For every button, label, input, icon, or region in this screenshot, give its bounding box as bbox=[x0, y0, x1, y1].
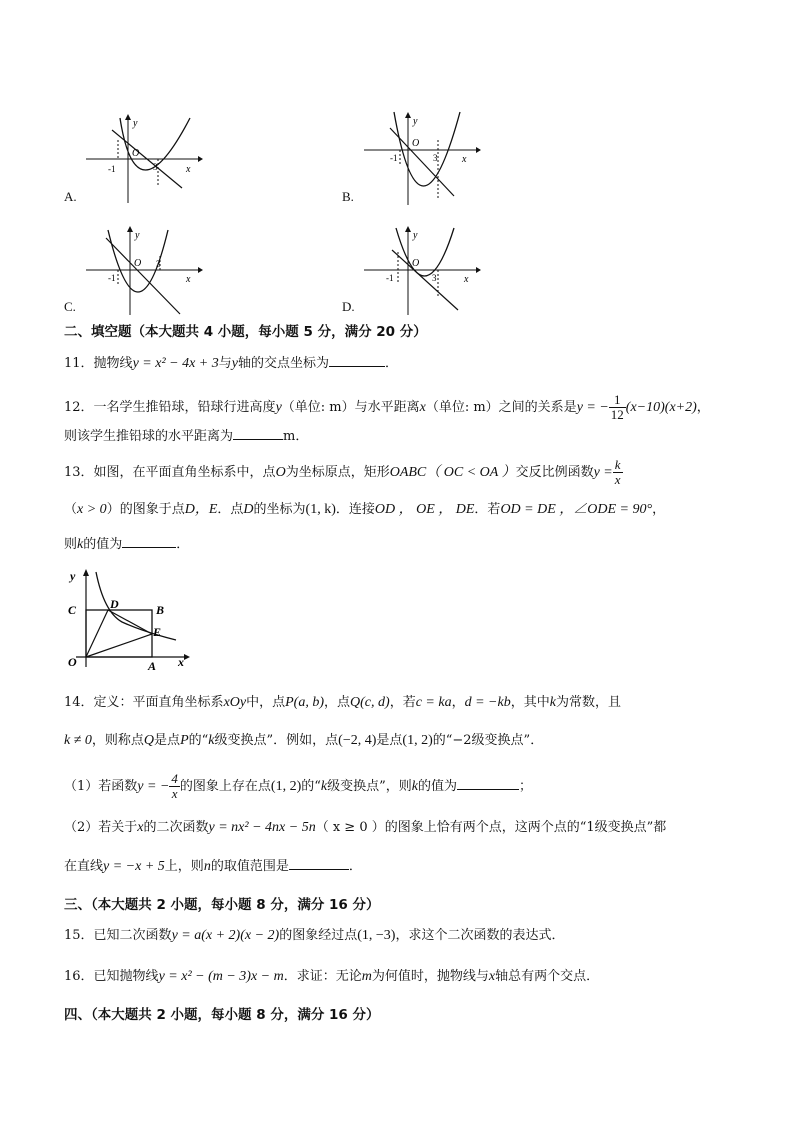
q14-s2c: （ x ≥ 0 ）的图象上恰有两个点，这两个点的“1级变换点”都 bbox=[315, 820, 667, 835]
q16-m: m bbox=[361, 969, 372, 984]
question-12-line-2 bbox=[64, 427, 308, 447]
q14-k1: k bbox=[549, 695, 556, 710]
q13-frac-denominator: x bbox=[614, 472, 621, 487]
graph-b-3-label: 3 bbox=[433, 153, 438, 163]
q14-l2b: ，则称点 bbox=[91, 733, 144, 748]
q11-var-y: y bbox=[231, 356, 238, 371]
q14-l2g: 的“−2级变换点”． bbox=[432, 733, 544, 748]
q13-var-o: O bbox=[275, 465, 286, 480]
q14-s2x: x bbox=[137, 820, 144, 835]
graph-d-o-label: O bbox=[412, 258, 420, 269]
q13-line2-c: ．点 bbox=[217, 502, 244, 517]
q13-line1c: 交反比例函数 bbox=[515, 465, 594, 480]
q14-l1c: ，点 bbox=[324, 695, 351, 710]
question-12-line-1 bbox=[64, 393, 710, 422]
q15-a: 已知二次函数 bbox=[93, 928, 172, 943]
graph-option-b bbox=[362, 110, 482, 206]
graph-c-o-label: O bbox=[134, 258, 142, 269]
question-16 bbox=[64, 967, 599, 987]
q12-expr-rhs: (x−10)(x+2) bbox=[625, 400, 697, 415]
q13-cond: （ OC < OA ） bbox=[426, 465, 516, 480]
q13-line2-cond: x > 0 bbox=[77, 502, 107, 517]
q11-answer-blank bbox=[329, 354, 385, 367]
q14-s1b: 的图象上存在点 bbox=[179, 779, 271, 794]
q14-s3-line: y = −x + 5 bbox=[103, 859, 165, 874]
q15-function: y = a(x + 2)(x − 2) bbox=[171, 928, 280, 943]
q12-frac-denominator: 12 bbox=[610, 407, 624, 422]
q13-points: D，E bbox=[184, 502, 218, 517]
q14-point-q: Q(c, d) bbox=[350, 695, 390, 710]
q13-rect: OABC bbox=[389, 465, 427, 480]
question-13-line-1 bbox=[64, 458, 623, 487]
q14-s1f: ； bbox=[519, 779, 533, 794]
graph-d-y-label: y bbox=[413, 230, 418, 241]
question-14-part-1 bbox=[64, 772, 532, 801]
graph-option-c bbox=[84, 224, 204, 316]
q14-l2k: k bbox=[208, 733, 215, 748]
question-14-part-2 bbox=[64, 818, 666, 838]
graph-c-3-label: 3 bbox=[156, 259, 161, 269]
q13-line3-pre: 则 bbox=[64, 537, 78, 552]
question-14-line-1 bbox=[64, 693, 621, 713]
fig13-c-label: C bbox=[68, 603, 77, 617]
q14-s3d: ． bbox=[348, 859, 362, 874]
q14-s1-fraction bbox=[169, 772, 180, 801]
q12-line1-pre: 一名学生推铅球，铅球行进高度 bbox=[93, 400, 276, 415]
fig13-a-label: A bbox=[148, 659, 157, 672]
q16-a: 已知抛物线 bbox=[93, 969, 159, 984]
q14-s3c: 的取值范围是 bbox=[210, 859, 289, 874]
q11-text-post2: 轴的交点坐标为 bbox=[237, 356, 329, 371]
q14-s1-denominator: x bbox=[171, 786, 178, 801]
graph-b-x-label: x bbox=[462, 154, 467, 165]
q14-s2-function: y = nx² − 4nx − 5n bbox=[208, 820, 316, 835]
q14-l1b: 中，点 bbox=[246, 695, 286, 710]
q13-fraction bbox=[613, 458, 623, 487]
q12-unit2: （单位: m）之间的关系是 bbox=[425, 400, 577, 415]
q14-l2e: 级变换点”．例如，点 bbox=[214, 733, 339, 748]
q13-pt-d: D bbox=[243, 502, 254, 517]
q14-l2f: 是点 bbox=[376, 733, 403, 748]
question-14-part-2-line-2 bbox=[64, 857, 362, 877]
q15-number: 15． bbox=[64, 928, 94, 943]
question-13-line-2 bbox=[64, 500, 665, 520]
graph-d-x-label: x bbox=[464, 274, 469, 285]
q13-line2-f: ．若 bbox=[474, 502, 501, 517]
q14-l1f: ，其中 bbox=[510, 695, 550, 710]
graph-a-o-label: O bbox=[132, 148, 140, 159]
question-15 bbox=[64, 926, 564, 946]
graph-a-x-label: x bbox=[186, 164, 191, 175]
graph-option-a bbox=[84, 112, 204, 204]
q16-function: y = x² − (m − 3)x − m bbox=[158, 969, 284, 984]
q15-c: ，求这个二次函数的表达式． bbox=[395, 928, 565, 943]
q13-line1b: 为坐标原点，矩形 bbox=[285, 465, 390, 480]
q14-s1e: 的值为 bbox=[417, 779, 457, 794]
q14-l2c: 是点 bbox=[154, 733, 181, 748]
q14-l2p: P bbox=[180, 733, 189, 748]
graph-c-x-label: x bbox=[186, 274, 191, 285]
q14-l2d: 的“ bbox=[188, 733, 209, 748]
q12-line1-end: ， bbox=[696, 400, 710, 415]
q14-l2q: Q bbox=[143, 733, 155, 748]
question-13-line-3 bbox=[64, 535, 189, 555]
q14-l2pt2: (1, 2) bbox=[402, 733, 433, 748]
graph-d-3-label: 3 bbox=[432, 273, 437, 283]
q12-var-x: x bbox=[419, 400, 426, 415]
q12-unit1: （单位: m）与水平距离 bbox=[281, 400, 420, 415]
q14-s1k: k bbox=[320, 779, 328, 794]
q14-s2b: 的二次函数 bbox=[143, 820, 209, 835]
fig13-d-label: D bbox=[110, 597, 119, 611]
q14-l1d: ，若 bbox=[389, 695, 416, 710]
q12-answer-blank bbox=[233, 427, 283, 440]
q16-c: 为何值时，抛物线与 bbox=[371, 969, 489, 984]
q15-b: 的图象经过点 bbox=[279, 928, 358, 943]
q11-end: ． bbox=[385, 356, 399, 371]
q13-line3-end: ． bbox=[176, 537, 190, 552]
q13-segments: OD ， OE ， DE bbox=[374, 502, 475, 517]
q14-number: 14． bbox=[64, 695, 94, 710]
q13-equation: OD = DE ，∠ODE = 90° bbox=[500, 502, 653, 517]
graph-b-neg1-label: -1 bbox=[390, 153, 398, 163]
section-3-heading: 三、（本大题共 2 小题，每小题 8 分，满分 16 分） bbox=[64, 897, 380, 913]
q14-s1k2: k bbox=[411, 779, 418, 794]
option-b-label: B. bbox=[342, 189, 354, 204]
graph-option-d bbox=[362, 224, 482, 316]
graph-a-y-label: y bbox=[133, 118, 138, 129]
q14-l1g: 为常数，且 bbox=[555, 695, 621, 710]
q14-l2a: k ≠ 0 bbox=[64, 733, 92, 748]
q14-part1-answer-blank bbox=[457, 777, 519, 790]
q14-s3a: 在直线 bbox=[64, 859, 104, 874]
q14-s1-lhs: y = − bbox=[137, 779, 170, 794]
q13-func-lhs: y = bbox=[593, 465, 613, 480]
graph-d-neg1-label: -1 bbox=[386, 273, 394, 283]
q11-text-post: 与 bbox=[218, 356, 232, 371]
q11-expression: y = x² − 4x + 3 bbox=[132, 356, 219, 371]
q16-b: ．求证：无论 bbox=[283, 969, 362, 984]
q12-line2-unit: m． bbox=[283, 429, 309, 444]
q13-line2-d: 的坐标为 bbox=[253, 502, 306, 517]
q13-line2-a: （ bbox=[64, 502, 78, 517]
q13-line2-b: ）的图象于点 bbox=[106, 502, 185, 517]
q14-xoy: xOy bbox=[223, 695, 247, 710]
q14-cond-c: c = ka bbox=[415, 695, 452, 710]
fig13-b-label: B bbox=[156, 603, 165, 617]
q14-l2pt1: (−2, 4) bbox=[338, 733, 377, 748]
fig13-y-label: y bbox=[70, 569, 76, 583]
figure-q13-rectangle-hyperbola bbox=[64, 562, 194, 672]
q16-x: x bbox=[488, 969, 496, 984]
option-a-label: A. bbox=[64, 189, 77, 204]
q14-point-p: P(a, b) bbox=[285, 695, 325, 710]
q12-fraction bbox=[609, 393, 626, 422]
q13-line3-post: 的值为 bbox=[83, 537, 123, 552]
q13-number: 13． bbox=[64, 465, 94, 480]
q13-frac-numerator: k bbox=[614, 457, 621, 472]
question-11 bbox=[64, 354, 398, 374]
q11-number: 11． bbox=[64, 356, 94, 371]
q12-line2-pre: 则该学生推铅球的水平距离为 bbox=[64, 429, 234, 444]
q14-s1-point: (1, 2) bbox=[270, 779, 302, 794]
q14-cond-d: d = −kb bbox=[464, 695, 511, 710]
q12-var-y: y bbox=[275, 400, 282, 415]
fig13-o-label: O bbox=[68, 655, 77, 669]
q14-l1a: 定义：平面直角坐标系 bbox=[93, 695, 224, 710]
q16-number: 16． bbox=[64, 969, 94, 984]
q13-line1: 如图，在平面直角坐标系中，点 bbox=[93, 465, 276, 480]
q15-point: (1, −3) bbox=[357, 928, 396, 943]
q14-l1e: ， bbox=[451, 695, 465, 710]
q13-line2-g: ， bbox=[652, 502, 666, 517]
q14-s3b: 上，则 bbox=[164, 859, 204, 874]
q11-text-pre: 抛物线 bbox=[93, 356, 133, 371]
section-4-heading: 四、（本大题共 2 小题，每小题 8 分，满分 16 分） bbox=[64, 1007, 380, 1023]
q14-part2-answer-blank bbox=[289, 857, 349, 870]
q14-s1d: 级变换点”，则 bbox=[327, 779, 412, 794]
option-c-label: C. bbox=[64, 299, 76, 314]
graph-b-o-label: O bbox=[412, 138, 420, 149]
fig13-e-label: E bbox=[153, 625, 162, 639]
q13-coord: (1, k) bbox=[305, 502, 336, 517]
q14-s1c: 的“ bbox=[301, 779, 321, 794]
q16-d: 轴总有两个交点． bbox=[495, 969, 600, 984]
graph-a-neg1-label: -1 bbox=[108, 164, 116, 174]
q12-frac-numerator: 1 bbox=[609, 393, 626, 408]
graph-a-3-label: 3 bbox=[153, 162, 158, 172]
q12-number: 12． bbox=[64, 400, 94, 415]
option-d-label: D. bbox=[342, 299, 355, 314]
question-14-line-2 bbox=[64, 731, 543, 751]
q12-expr-lhs: y = − bbox=[576, 400, 609, 415]
fig13-x-label: x bbox=[178, 655, 184, 669]
q14-s3n: n bbox=[203, 859, 211, 874]
graph-c-neg1-label: -1 bbox=[108, 273, 116, 283]
q14-s2a: （2）若关于 bbox=[64, 820, 138, 835]
section-2-heading: 二、填空题（本大题共 4 小题，每小题 5 分，满分 20 分） bbox=[64, 324, 427, 340]
graph-b-y-label: y bbox=[413, 116, 418, 127]
q13-line2-e: ．连接 bbox=[335, 502, 375, 517]
q13-var-k: k bbox=[77, 537, 84, 552]
graph-c-y-label: y bbox=[135, 230, 140, 241]
q13-answer-blank bbox=[122, 535, 176, 548]
q14-s1a: （1）若函数 bbox=[64, 779, 138, 794]
q14-s1-numerator: 4 bbox=[171, 771, 178, 786]
